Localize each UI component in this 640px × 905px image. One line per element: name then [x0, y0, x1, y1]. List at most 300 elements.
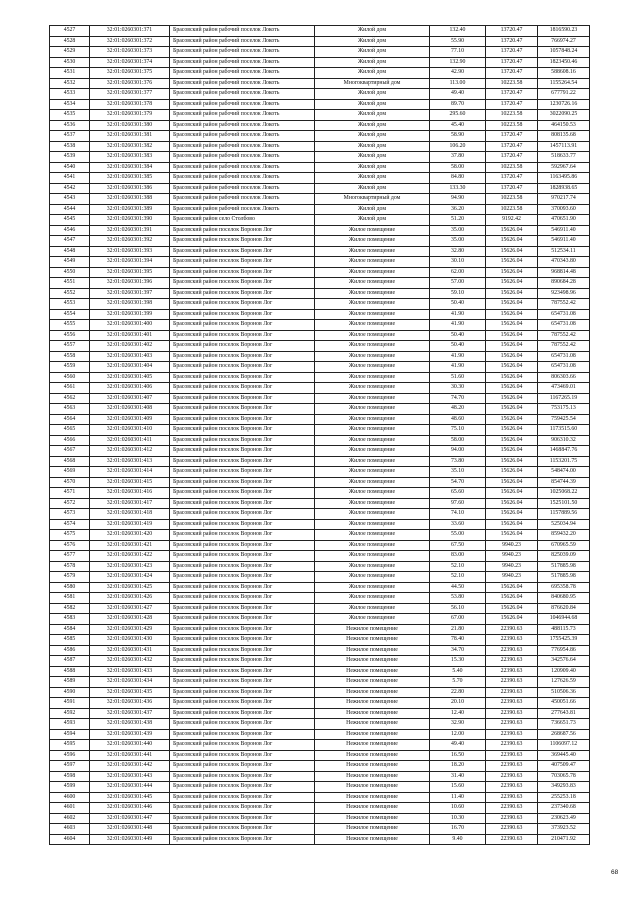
address-cell: Брасовский район поселок Воронов Лог: [170, 656, 315, 667]
address-cell: Брасовский район поселок Воронов Лог: [170, 561, 315, 572]
address-cell: Брасовский район рабочий поселок Локоть: [170, 194, 315, 205]
unit-value-cell: 22390.63: [486, 719, 538, 730]
cadastral-value-cell: 1106097.12: [538, 740, 590, 751]
cadastral-number-cell: 32:01:0260301:376: [90, 78, 170, 89]
address-cell: Брасовский район поселок Воронов Лог: [170, 446, 315, 457]
object-type-cell: Жилой дом: [315, 110, 430, 121]
row-number-cell: 4600: [50, 792, 90, 803]
unit-value-cell: 13720.47: [486, 173, 538, 184]
table-row: [50, 740, 590, 751]
table-row: [50, 834, 590, 845]
table-row: [50, 614, 590, 625]
cadastral-value-cell: 3022090.25: [538, 110, 590, 121]
row-number-cell: 4601: [50, 803, 90, 814]
unit-value-cell: 15626.04: [486, 330, 538, 341]
area-cell: 77.10: [430, 47, 486, 58]
object-type-cell: Жилой дом: [315, 89, 430, 100]
address-cell: Брасовский район поселок Воронов Лог: [170, 330, 315, 341]
cadastral-value-cell: 1157889.56: [538, 509, 590, 520]
table-row: [50, 698, 590, 709]
area-cell: 58.90: [430, 131, 486, 142]
cadastral-number-cell: 32:01:0260301:432: [90, 656, 170, 667]
table-row: [50, 488, 590, 499]
unit-value-cell: 15626.04: [486, 498, 538, 509]
object-type-cell: Нежилое помещение: [315, 656, 430, 667]
cadastral-value-cell: 787552.42: [538, 330, 590, 341]
cadastral-number-cell: 32:01:0260301:390: [90, 215, 170, 226]
unit-value-cell: 13720.47: [486, 26, 538, 37]
row-number-cell: 4549: [50, 257, 90, 268]
address-cell: Брасовский район поселок Воронов Лог: [170, 824, 315, 835]
unit-value-cell: 15626.04: [486, 341, 538, 352]
row-number-cell: 4535: [50, 110, 90, 121]
unit-value-cell: 15626.04: [486, 488, 538, 499]
row-number-cell: 4594: [50, 729, 90, 740]
cadastral-number-cell: 32:01:0260301:441: [90, 750, 170, 761]
area-cell: 50.40: [430, 341, 486, 352]
cadastral-value-cell: 1153201.75: [538, 456, 590, 467]
table-row: [50, 414, 590, 425]
unit-value-cell: 15626.04: [486, 246, 538, 257]
table-row: [50, 383, 590, 394]
unit-value-cell: 15626.04: [486, 288, 538, 299]
address-cell: Брасовский район поселок Воронов Лог: [170, 792, 315, 803]
address-cell: Брасовский район поселок Воронов Лог: [170, 414, 315, 425]
table-row: [50, 278, 590, 289]
object-type-cell: Жилое помещение: [315, 225, 430, 236]
cadastral-number-cell: 32:01:0260301:377: [90, 89, 170, 100]
row-number-cell: 4541: [50, 173, 90, 184]
address-cell: Брасовский район рабочий поселок Локоть: [170, 173, 315, 184]
address-cell: Брасовский район поселок Воронов Лог: [170, 677, 315, 688]
row-number-cell: 4528: [50, 36, 90, 47]
object-type-cell: Нежилое помещение: [315, 687, 430, 698]
address-cell: Брасовский район поселок Воронов Лог: [170, 488, 315, 499]
row-number-cell: 4586: [50, 645, 90, 656]
cadastral-value-cell: 654731.08: [538, 309, 590, 320]
object-type-cell: Жилое помещение: [315, 414, 430, 425]
address-cell: Брасовский район поселок Воронов Лог: [170, 278, 315, 289]
cadastral-value-cell: 510506.36: [538, 687, 590, 698]
cadastral-value-cell: 1755425.39: [538, 635, 590, 646]
address-cell: Брасовский район рабочий поселок Локоть: [170, 120, 315, 131]
unit-value-cell: 15626.04: [486, 530, 538, 541]
address-cell: Брасовский район поселок Воронов Лог: [170, 341, 315, 352]
row-number-cell: 4590: [50, 687, 90, 698]
cadastral-number-cell: 32:01:0260301:397: [90, 288, 170, 299]
cadastral-number-cell: 32:01:0260301:402: [90, 341, 170, 352]
object-type-cell: Нежилое помещение: [315, 761, 430, 772]
object-type-cell: Жилое помещение: [315, 320, 430, 331]
table-row: [50, 393, 590, 404]
cadastral-value-cell: 473469.01: [538, 383, 590, 394]
table-row: [50, 792, 590, 803]
address-cell: Брасовский район поселок Воронов Лог: [170, 551, 315, 562]
address-cell: Брасовский район поселок Воронов Лог: [170, 635, 315, 646]
area-cell: 78.40: [430, 635, 486, 646]
unit-value-cell: 13720.47: [486, 131, 538, 142]
cadastral-number-cell: 32:01:0260301:386: [90, 183, 170, 194]
area-cell: 33.60: [430, 519, 486, 530]
unit-value-cell: 22390.63: [486, 740, 538, 751]
cadastral-value-cell: 923498.96: [538, 288, 590, 299]
row-number-cell: 4529: [50, 47, 90, 58]
cadastral-value-cell: 890684.28: [538, 278, 590, 289]
table-row: [50, 47, 590, 58]
cadastral-value-cell: 654731.08: [538, 362, 590, 373]
object-type-cell: Жилое помещение: [315, 236, 430, 247]
table-row: [50, 729, 590, 740]
object-type-cell: Жилой дом: [315, 47, 430, 58]
unit-value-cell: 9192.42: [486, 215, 538, 226]
unit-value-cell: 15626.04: [486, 614, 538, 625]
table-row: [50, 782, 590, 793]
table-row: [50, 551, 590, 562]
cadastral-value-cell: 787552.42: [538, 299, 590, 310]
cadastral-value-cell: 407509.47: [538, 761, 590, 772]
cadastral-number-cell: 32:01:0260301:404: [90, 362, 170, 373]
address-cell: Брасовский район поселок Воронов Лог: [170, 803, 315, 814]
unit-value-cell: 10223.58: [486, 120, 538, 131]
address-cell: Брасовский район рабочий поселок Локоть: [170, 68, 315, 79]
cadastral-value-cell: 210471.92: [538, 834, 590, 845]
object-type-cell: Нежилое помещение: [315, 645, 430, 656]
cadastral-value-cell: 840680.95: [538, 593, 590, 604]
object-type-cell: Жилое помещение: [315, 519, 430, 530]
object-type-cell: Жилое помещение: [315, 561, 430, 572]
address-cell: Брасовский район поселок Воронов Лог: [170, 530, 315, 541]
cadastral-value-cell: 670965.59: [538, 540, 590, 551]
cadastral-number-cell: 32:01:0260301:394: [90, 257, 170, 268]
area-cell: 41.90: [430, 320, 486, 331]
object-type-cell: Жилое помещение: [315, 582, 430, 593]
table-body: [50, 26, 590, 845]
object-type-cell: Многоквартирный дом: [315, 194, 430, 205]
cadastral-value-cell: 230623.49: [538, 813, 590, 824]
object-type-cell: Многоквартирный дом: [315, 78, 430, 89]
row-number-cell: 4557: [50, 341, 90, 352]
unit-value-cell: 15626.04: [486, 278, 538, 289]
unit-value-cell: 22390.63: [486, 687, 538, 698]
cadastral-number-cell: 32:01:0260301:401: [90, 330, 170, 341]
area-cell: 51.60: [430, 372, 486, 383]
object-type-cell: Жилое помещение: [315, 498, 430, 509]
cadastral-number-cell: 32:01:0260301:433: [90, 666, 170, 677]
cadastral-value-cell: 654731.08: [538, 320, 590, 331]
unit-value-cell: 9940.23: [486, 540, 538, 551]
unit-value-cell: 15626.04: [486, 225, 538, 236]
table-row: [50, 26, 590, 37]
cadastral-value-cell: 1057848.24: [538, 47, 590, 58]
address-cell: Брасовский район поселок Воронов Лог: [170, 246, 315, 257]
cadastral-value-cell: 970217.74: [538, 194, 590, 205]
object-type-cell: Нежилое помещение: [315, 750, 430, 761]
cadastral-number-cell: 32:01:0260301:427: [90, 603, 170, 614]
object-type-cell: Жилое помещение: [315, 362, 430, 373]
cadastral-value-cell: 1828938.65: [538, 183, 590, 194]
object-type-cell: Нежилое помещение: [315, 729, 430, 740]
address-cell: Брасовский район рабочий поселок Локоть: [170, 26, 315, 37]
table-row: [50, 603, 590, 614]
area-cell: 51.20: [430, 215, 486, 226]
object-type-cell: Нежилое помещение: [315, 719, 430, 730]
table-row: [50, 204, 590, 215]
unit-value-cell: 15626.04: [486, 519, 538, 530]
area-cell: 49.40: [430, 89, 486, 100]
cadastral-value-cell: 1025068.22: [538, 488, 590, 499]
area-cell: 11.40: [430, 792, 486, 803]
table-row: [50, 624, 590, 635]
address-cell: Брасовский район поселок Воронов Лог: [170, 257, 315, 268]
address-cell: Брасовский район поселок Воронов Лог: [170, 740, 315, 751]
table-row: [50, 36, 590, 47]
area-cell: 74.70: [430, 393, 486, 404]
object-type-cell: Жилой дом: [315, 36, 430, 47]
object-type-cell: Жилой дом: [315, 68, 430, 79]
table-row: [50, 582, 590, 593]
object-type-cell: Нежилое помещение: [315, 824, 430, 835]
unit-value-cell: 13720.47: [486, 89, 538, 100]
object-type-cell: Жилое помещение: [315, 404, 430, 415]
area-cell: 30.30: [430, 383, 486, 394]
cadastral-number-cell: 32:01:0260301:393: [90, 246, 170, 257]
area-cell: 56.10: [430, 603, 486, 614]
address-cell: Брасовский район рабочий поселок Локоть: [170, 204, 315, 215]
area-cell: 9.40: [430, 834, 486, 845]
table-row: [50, 509, 590, 520]
area-cell: 32.80: [430, 246, 486, 257]
table-row: [50, 803, 590, 814]
cadastral-value-cell: 488115.73: [538, 624, 590, 635]
row-number-cell: 4544: [50, 204, 90, 215]
address-cell: Брасовский район поселок Воронов Лог: [170, 519, 315, 530]
object-type-cell: Жилое помещение: [315, 488, 430, 499]
cadastral-number-cell: 32:01:0260301:424: [90, 572, 170, 583]
row-number-cell: 4532: [50, 78, 90, 89]
area-cell: 12.40: [430, 708, 486, 719]
row-number-cell: 4539: [50, 152, 90, 163]
cadastral-value-cell: 349293.83: [538, 782, 590, 793]
area-cell: 30.10: [430, 257, 486, 268]
address-cell: Брасовский район поселок Воронов Лог: [170, 372, 315, 383]
address-cell: Брасовский район поселок Воронов Лог: [170, 645, 315, 656]
cadastral-value-cell: 464150.53: [538, 120, 590, 131]
row-number-cell: 4564: [50, 414, 90, 425]
cadastral-value-cell: 517885.98: [538, 572, 590, 583]
cadastral-value-cell: 512534.11: [538, 246, 590, 257]
table-row: [50, 446, 590, 457]
cadastral-number-cell: 32:01:0260301:409: [90, 414, 170, 425]
table-row: [50, 215, 590, 226]
area-cell: 52.10: [430, 572, 486, 583]
table-row: [50, 656, 590, 667]
object-type-cell: Жилое помещение: [315, 246, 430, 257]
object-type-cell: Жилой дом: [315, 173, 430, 184]
row-number-cell: 4542: [50, 183, 90, 194]
table-row: [50, 225, 590, 236]
cadastral-value-cell: 517885.98: [538, 561, 590, 572]
unit-value-cell: 15626.04: [486, 446, 538, 457]
unit-value-cell: 22390.63: [486, 677, 538, 688]
cadastral-number-cell: 32:01:0260301:371: [90, 26, 170, 37]
row-number-cell: 4572: [50, 498, 90, 509]
object-type-cell: Жилое помещение: [315, 267, 430, 278]
unit-value-cell: 13720.47: [486, 36, 538, 47]
unit-value-cell: 22390.63: [486, 729, 538, 740]
cadastral-number-cell: 32:01:0260301:448: [90, 824, 170, 835]
cadastral-value-cell: 1525101.50: [538, 498, 590, 509]
area-cell: 57.00: [430, 278, 486, 289]
cadastral-number-cell: 32:01:0260301:423: [90, 561, 170, 572]
table-row: [50, 362, 590, 373]
object-type-cell: Нежилое помещение: [315, 834, 430, 845]
object-type-cell: Жилое помещение: [315, 330, 430, 341]
table-row: [50, 173, 590, 184]
cadastral-value-cell: 370093.60: [538, 204, 590, 215]
object-type-cell: Жилое помещение: [315, 435, 430, 446]
object-type-cell: Жилое помещение: [315, 288, 430, 299]
area-cell: 5.40: [430, 666, 486, 677]
unit-value-cell: 22390.63: [486, 761, 538, 772]
address-cell: Брасовский район поселок Воронов Лог: [170, 582, 315, 593]
table-row: [50, 708, 590, 719]
unit-value-cell: 22390.63: [486, 635, 538, 646]
address-cell: Брасовский район рабочий поселок Локоть: [170, 57, 315, 68]
object-type-cell: Нежилое помещение: [315, 813, 430, 824]
table-row: [50, 761, 590, 772]
unit-value-cell: 13720.47: [486, 141, 538, 152]
object-type-cell: Жилое помещение: [315, 341, 430, 352]
row-number-cell: 4583: [50, 614, 90, 625]
unit-value-cell: 15626.04: [486, 404, 538, 415]
cadastral-value-cell: 766974.27: [538, 36, 590, 47]
cadastral-number-cell: 32:01:0260301:382: [90, 141, 170, 152]
object-type-cell: Жилой дом: [315, 204, 430, 215]
cadastral-value-cell: 518633.77: [538, 152, 590, 163]
cadastral-number-cell: 32:01:0260301:443: [90, 771, 170, 782]
cadastral-value-cell: 703065.78: [538, 771, 590, 782]
cadastral-number-cell: 32:01:0260301:405: [90, 372, 170, 383]
address-cell: Брасовский район поселок Воронов Лог: [170, 477, 315, 488]
area-cell: 55.00: [430, 530, 486, 541]
area-cell: 35.00: [430, 236, 486, 247]
table-row: [50, 425, 590, 436]
address-cell: Брасовский район поселок Воронов Лог: [170, 288, 315, 299]
area-cell: 21.80: [430, 624, 486, 635]
address-cell: Брасовский район поселок Воронов Лог: [170, 771, 315, 782]
object-type-cell: Жилое помещение: [315, 467, 430, 478]
address-cell: Брасовский район поселок Воронов Лог: [170, 813, 315, 824]
unit-value-cell: 22390.63: [486, 824, 538, 835]
table-row: [50, 246, 590, 257]
cadastral-number-cell: 32:01:0260301:447: [90, 813, 170, 824]
object-type-cell: Жилой дом: [315, 99, 430, 110]
address-cell: Брасовский район рабочий поселок Локоть: [170, 131, 315, 142]
unit-value-cell: 10223.58: [486, 162, 538, 173]
address-cell: Брасовский район поселок Воронов Лог: [170, 225, 315, 236]
cadastral-number-cell: 32:01:0260301:419: [90, 519, 170, 530]
address-cell: Брасовский район поселок Воронов Лог: [170, 267, 315, 278]
area-cell: 49.40: [430, 740, 486, 751]
cadastral-value-table: [49, 25, 590, 845]
row-number-cell: 4551: [50, 278, 90, 289]
area-cell: 113.00: [430, 78, 486, 89]
row-number-cell: 4533: [50, 89, 90, 100]
unit-value-cell: 15626.04: [486, 582, 538, 593]
area-cell: 35.10: [430, 467, 486, 478]
object-type-cell: Жилой дом: [315, 120, 430, 131]
cadastral-number-cell: 32:01:0260301:426: [90, 593, 170, 604]
row-number-cell: 4587: [50, 656, 90, 667]
table-row: [50, 78, 590, 89]
row-number-cell: 4570: [50, 477, 90, 488]
cadastral-number-cell: 32:01:0260301:421: [90, 540, 170, 551]
unit-value-cell: 15626.04: [486, 414, 538, 425]
cadastral-number-cell: 32:01:0260301:435: [90, 687, 170, 698]
cadastral-value-cell: 373923.52: [538, 824, 590, 835]
area-cell: 16.70: [430, 824, 486, 835]
area-cell: 94.00: [430, 446, 486, 457]
table-row: [50, 467, 590, 478]
cadastral-number-cell: 32:01:0260301:439: [90, 729, 170, 740]
row-number-cell: 4565: [50, 425, 90, 436]
table-row: [50, 341, 590, 352]
address-cell: Брасовский район поселок Воронов Лог: [170, 383, 315, 394]
table-row: [50, 89, 590, 100]
row-number-cell: 4546: [50, 225, 90, 236]
cadastral-number-cell: 32:01:0260301:440: [90, 740, 170, 751]
area-cell: 132.40: [430, 26, 486, 37]
area-cell: 41.90: [430, 309, 486, 320]
unit-value-cell: 9940.23: [486, 561, 538, 572]
cadastral-number-cell: 32:01:0260301:400: [90, 320, 170, 331]
object-type-cell: Жилой дом: [315, 141, 430, 152]
cadastral-number-cell: 32:01:0260301:417: [90, 498, 170, 509]
object-type-cell: Жилой дом: [315, 215, 430, 226]
page-number: 68: [611, 869, 619, 876]
cadastral-value-cell: 1167265.19: [538, 393, 590, 404]
unit-value-cell: 22390.63: [486, 771, 538, 782]
unit-value-cell: 13720.47: [486, 183, 538, 194]
cadastral-number-cell: 32:01:0260301:408: [90, 404, 170, 415]
row-number-cell: 4599: [50, 782, 90, 793]
area-cell: 132.90: [430, 57, 486, 68]
cadastral-value-cell: 806303.66: [538, 372, 590, 383]
area-cell: 52.10: [430, 561, 486, 572]
area-cell: 89.70: [430, 99, 486, 110]
cadastral-value-cell: 1823450.46: [538, 57, 590, 68]
object-type-cell: Жилое помещение: [315, 456, 430, 467]
area-cell: 65.60: [430, 488, 486, 499]
table-row: [50, 687, 590, 698]
unit-value-cell: 15626.04: [486, 509, 538, 520]
cadastral-value-cell: 968814.48: [538, 267, 590, 278]
table-row: [50, 194, 590, 205]
unit-value-cell: 15626.04: [486, 456, 538, 467]
unit-value-cell: 10223.58: [486, 110, 538, 121]
row-number-cell: 4547: [50, 236, 90, 247]
cadastral-number-cell: 32:01:0260301:373: [90, 47, 170, 58]
object-type-cell: Жилое помещение: [315, 551, 430, 562]
table-row: [50, 435, 590, 446]
table-row: [50, 236, 590, 247]
row-number-cell: 4560: [50, 372, 90, 383]
address-cell: Брасовский район рабочий поселок Локоть: [170, 110, 315, 121]
row-number-cell: 4558: [50, 351, 90, 362]
unit-value-cell: 22390.63: [486, 834, 538, 845]
table-row: [50, 719, 590, 730]
cadastral-number-cell: 32:01:0260301:412: [90, 446, 170, 457]
